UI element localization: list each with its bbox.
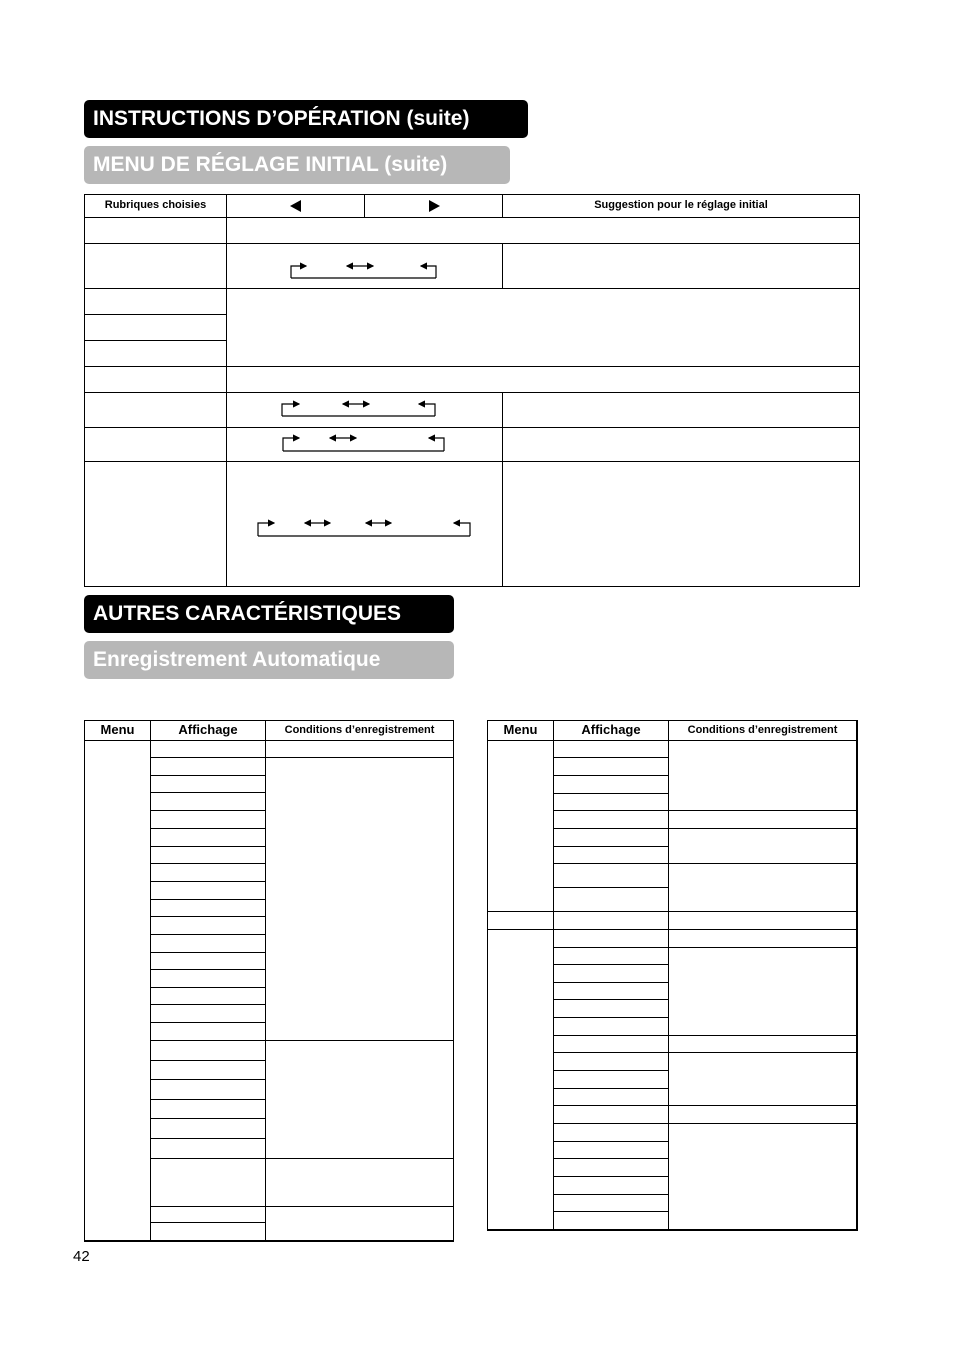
section2-title: AUTRES CARACTÉRISTIQUES [84, 595, 454, 633]
right-col-display-header: Affichage [581, 722, 641, 737]
section2-subtitle: Enregistrement Automatique [84, 641, 454, 679]
left-col-menu-header: Menu [100, 722, 135, 737]
subsection-title: MENU DE RÉGLAGE INITIAL (suite) [84, 146, 510, 184]
left-col-conditions-header: Conditions d’enregistrement [284, 724, 435, 736]
section-title: INSTRUCTIONS D’OPÉRATION (suite) [84, 100, 528, 138]
right-col-conditions-header: Conditions d’enregistrement [687, 724, 838, 736]
left-col-display-header: Affichage [178, 722, 238, 737]
col-items-header: Rubriques choisies [104, 199, 207, 211]
page-number: 42 [73, 1248, 90, 1265]
right-col-menu-header: Menu [503, 722, 538, 737]
col-suggestion-header: Suggestion pour le réglage initial [594, 199, 768, 211]
